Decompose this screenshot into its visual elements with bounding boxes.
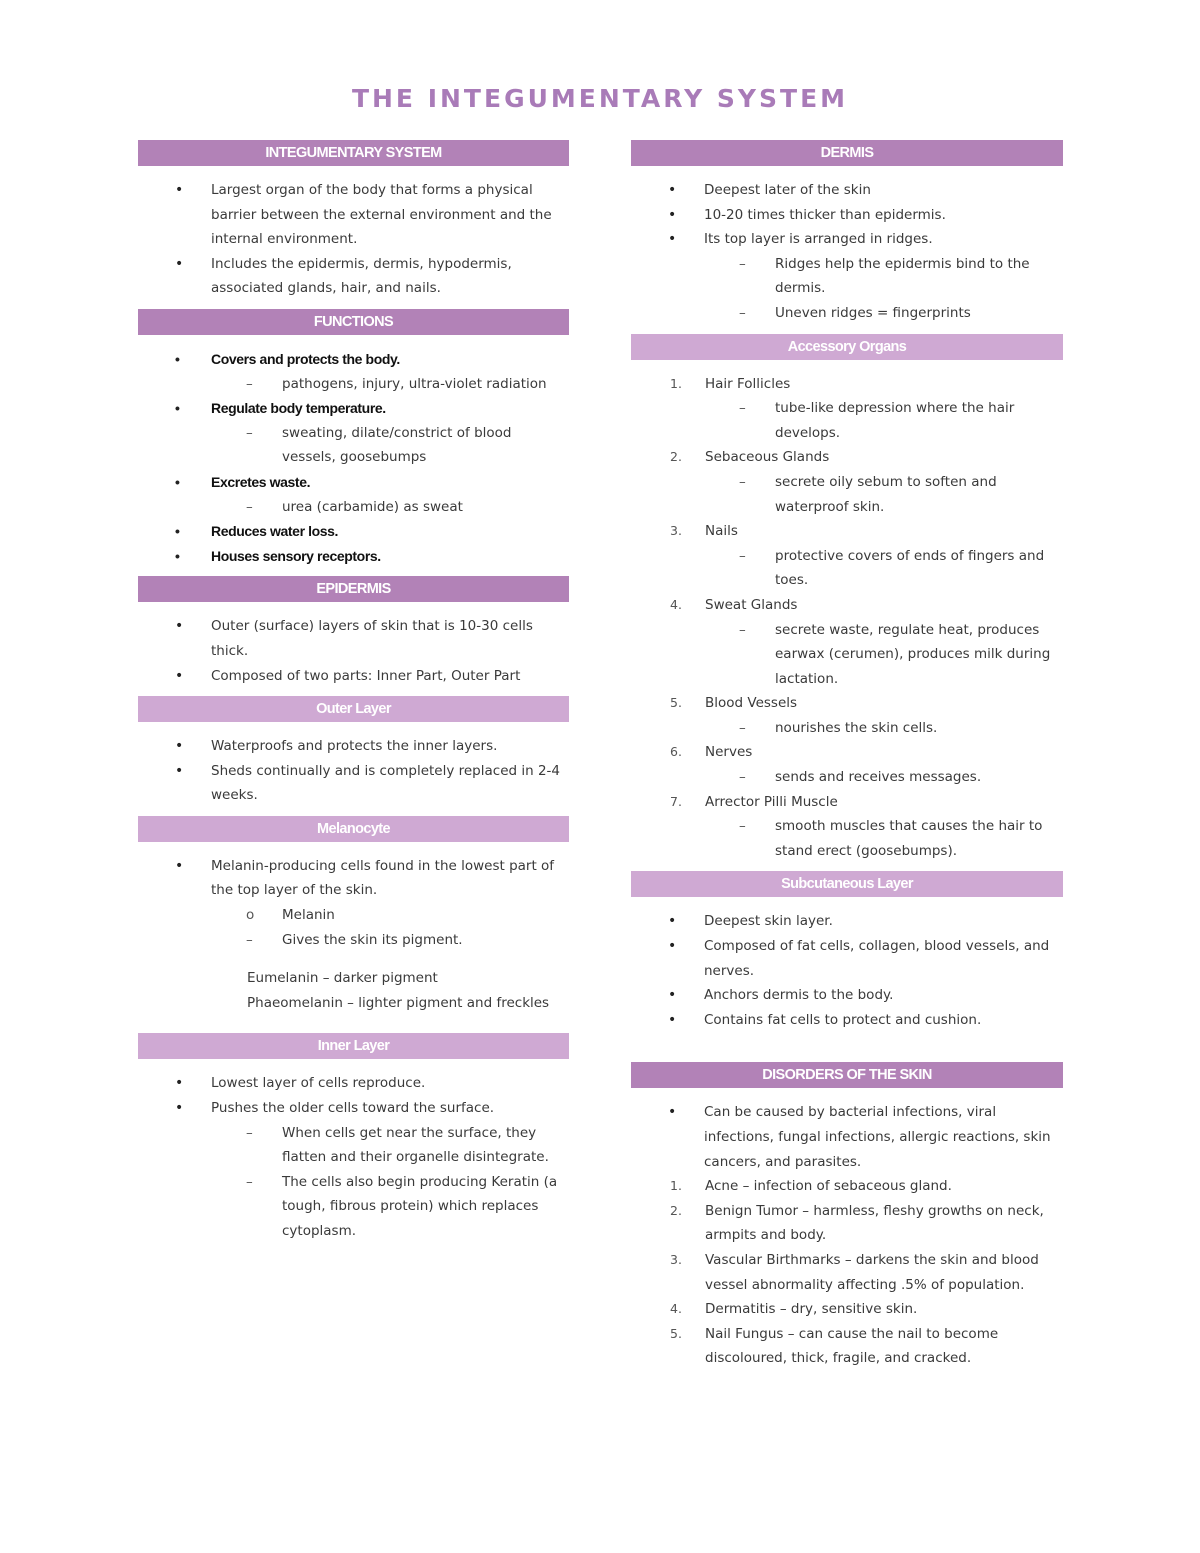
- sub-item-text: secrete waste, regulate heat, produces earwax (cerumen), produces milk during lactation.: [775, 621, 1051, 687]
- sub-item: [631, 544, 1063, 593]
- item-number: 1.: [670, 375, 682, 391]
- sub-item: [138, 1121, 569, 1170]
- dermis-list: [631, 166, 1063, 334]
- dash-marker: –: [739, 547, 746, 564]
- sub-item-text: sweating, dilate/constrict of blood vessels, goosebumps: [282, 424, 512, 466]
- sub-item: [631, 618, 1063, 692]
- numbered-item: [631, 1322, 1063, 1371]
- sub-item-text: protective covers of ends of fingers and toes.: [775, 547, 1045, 589]
- item-text: Nails: [705, 523, 738, 540]
- section-heading-melanocyte: Melanocyte: [138, 816, 569, 842]
- sub-item: [631, 765, 1063, 790]
- list-item: • Covers and protects the body.: [138, 347, 569, 372]
- numbered-item: [631, 1199, 1063, 1248]
- list-item: • Lowest layer of cells reproduce.: [138, 1071, 569, 1096]
- sub-item-text: smooth muscles that causes the hair to stand erect (goosebumps).: [775, 818, 1043, 859]
- item-text: Arrector Pilli Muscle: [705, 793, 838, 810]
- right-column: [631, 140, 1063, 1379]
- section-heading-disorders: DISORDERS OF THE SKIN: [631, 1062, 1063, 1088]
- numbered-item: [631, 790, 1063, 815]
- list-item: • Waterproofs and protects the inner layers.: [138, 734, 569, 759]
- numbered-item: [631, 519, 1063, 544]
- sub-item: [138, 495, 569, 520]
- integumentary-list: [138, 166, 569, 309]
- section-heading-accessory-organs: Accessory Organs: [631, 334, 1063, 360]
- sub-item-text: tube-like depression where the hair develops.: [775, 400, 1015, 441]
- sub-item: [138, 1170, 569, 1244]
- list-item: • Reduces water loss.: [138, 519, 569, 544]
- list-item: • Anchors dermis to the body.: [631, 983, 1063, 1008]
- sub-item-text: Ridges help the epidermis bind to the dermis.: [775, 255, 1030, 297]
- item-text: Nerves: [705, 744, 753, 761]
- dash-marker: –: [739, 769, 746, 786]
- page-title: THE INTEGUMENTARY SYSTEM: [351, 84, 849, 113]
- section-heading-integumentary: INTEGUMENTARY SYSTEM: [138, 140, 569, 166]
- circle-marker: o: [246, 907, 255, 924]
- item-number: 3.: [670, 523, 682, 539]
- item-text: Sebaceous Glands: [705, 449, 830, 466]
- numbered-item: [631, 691, 1063, 716]
- spacer: [138, 952, 569, 966]
- list-item: • 10-20 times thicker than epidermis.: [631, 203, 1063, 228]
- accessory-organs-list: [631, 360, 1063, 872]
- plain-line: Eumelanin – darker pigment: [247, 970, 438, 987]
- list-item: • Includes the epidermis, dermis, hypodermis, associated glands, hair, and nails.: [138, 252, 569, 301]
- functions-list: [138, 335, 569, 576]
- dash-marker: –: [739, 818, 746, 835]
- dash-marker: –: [739, 473, 746, 490]
- item-text: Acne – infection of sebaceous gland.: [705, 1178, 952, 1195]
- epidermis-list: [138, 602, 569, 696]
- dash-marker: –: [739, 621, 746, 638]
- sub-item-text: secrete oily sebum to soften and waterproof skin.: [775, 473, 997, 515]
- sub-item-text: Melanin: [282, 907, 335, 924]
- dash-marker: –: [246, 1173, 253, 1190]
- sub-item: [631, 301, 1063, 326]
- dash-marker: –: [246, 375, 253, 392]
- subcutaneous-list: [631, 897, 1063, 1040]
- section-heading-subcutaneous-layer: Subcutaneous Layer: [631, 871, 1063, 897]
- item-number: 3.: [670, 1251, 682, 1267]
- dash-marker: –: [739, 304, 746, 321]
- sub-item-text: urea (carbamide) as sweat: [282, 498, 463, 515]
- list-item: • Outer (surface) layers of skin that is 10-30 cells thick.: [138, 614, 569, 663]
- list-item: • Excretes waste.: [138, 470, 569, 495]
- sub-item-text: Uneven ridges = fingerprints: [775, 304, 971, 321]
- sub-item-text: sends and receives messages.: [775, 769, 982, 786]
- item-number: 5.: [670, 695, 682, 711]
- item-number: 4.: [670, 596, 682, 612]
- item-text: Sweat Glands: [705, 596, 798, 613]
- sub-item-text: Gives the skin its pigment.: [282, 931, 463, 948]
- numbered-item: [631, 740, 1063, 765]
- outer-layer-list: [138, 722, 569, 816]
- item-text: Vascular Birthmarks – darkens the skin and blood vessel abnormality affecting .5% of population.: [705, 1251, 1039, 1293]
- sub-item-text: When cells get near the surface, they flatten and their organelle disintegrate.: [282, 1124, 549, 1166]
- list-item: • Houses sensory receptors.: [138, 544, 569, 569]
- numbered-item: [631, 1248, 1063, 1297]
- dash-marker: –: [739, 400, 746, 417]
- item-number: 5.: [670, 1325, 682, 1341]
- list-item: • Deepest later of the skin: [631, 178, 1063, 203]
- sub-item: [138, 928, 569, 953]
- plain-line: Phaeomelanin – lighter pigment and freckles: [247, 994, 550, 1011]
- disorders-list: [631, 1088, 1063, 1379]
- list-item: • Composed of fat cells, collagen, blood vessels, and nerves.: [631, 934, 1063, 983]
- list-item: • Pushes the older cells toward the surface.: [138, 1096, 569, 1121]
- numbered-item: [631, 1297, 1063, 1322]
- item-text: Hair Follicles: [705, 375, 791, 392]
- list-item: • Melanin-producing cells found in the lowest part of the top layer of the skin.: [138, 854, 569, 903]
- list-item: • Deepest skin layer.: [631, 909, 1063, 934]
- sub-item-text: nourishes the skin cells.: [775, 719, 938, 736]
- item-text: Nail Fungus – can cause the nail to become discoloured, thick, fragile, and cracked.: [705, 1325, 999, 1367]
- list-item: • Its top layer is arranged in ridges.: [631, 227, 1063, 252]
- section-heading-inner-layer: Inner Layer: [138, 1033, 569, 1059]
- numbered-item: [631, 372, 1063, 397]
- item-number: 4.: [670, 1301, 682, 1317]
- inner-layer-list: [138, 1059, 569, 1251]
- item-number: 7.: [670, 793, 682, 809]
- numbered-item: [631, 445, 1063, 470]
- list-item: • Sheds continually and is completely replaced in 2-4 weeks.: [138, 759, 569, 808]
- numbered-item: [631, 1174, 1063, 1199]
- left-column: [138, 140, 569, 1252]
- sub-item: [138, 421, 569, 470]
- item-number: 2.: [670, 1202, 682, 1218]
- sub-item: [631, 814, 1063, 863]
- sub-item: [138, 372, 569, 397]
- dash-marker: –: [739, 255, 746, 272]
- sub-item-text: pathogens, injury, ultra-violet radiation: [282, 375, 547, 392]
- list-item: • Largest organ of the body that forms a physical barrier between the external environment and the internal environment.: [138, 178, 569, 252]
- item-number: 2.: [670, 449, 682, 465]
- melanocyte-list: [138, 842, 569, 1024]
- sub-item: [138, 903, 569, 928]
- item-text: Dermatitis – dry, sensitive skin.: [705, 1301, 918, 1318]
- list-item: • Composed of two parts: Inner Part, Outer Part: [138, 664, 569, 689]
- numbered-item: [631, 593, 1063, 618]
- sub-item: [631, 396, 1063, 445]
- sub-item: [631, 470, 1063, 519]
- dash-marker: –: [246, 424, 253, 441]
- dash-marker: –: [739, 719, 746, 736]
- section-heading-dermis: DERMIS: [631, 140, 1063, 166]
- list-item: • Contains fat cells to protect and cushion.: [631, 1008, 1063, 1033]
- section-heading-outer-layer: Outer Layer: [138, 696, 569, 722]
- item-number: 1.: [670, 1178, 682, 1194]
- item-text: Benign Tumor – harmless, fleshy growths on neck, armpits and body.: [705, 1202, 1044, 1244]
- dash-marker: –: [246, 931, 253, 948]
- dash-marker: –: [246, 1124, 253, 1141]
- item-number: 6.: [670, 744, 682, 760]
- section-heading-functions: FUNCTIONS: [138, 309, 569, 335]
- dash-marker: –: [246, 498, 253, 515]
- section-heading-epidermis: EPIDERMIS: [138, 576, 569, 602]
- sub-item: [631, 716, 1063, 741]
- list-item: • Can be caused by bacterial infections, viral infections, fungal infections, allergic reactions, skin cancers, and parasites.: [631, 1100, 1063, 1174]
- sub-item: [631, 252, 1063, 301]
- sub-item-text: The cells also begin producing Keratin (a tough, fibrous protein) which replaces cytoplasm.: [282, 1173, 558, 1239]
- item-text: Blood Vessels: [705, 695, 798, 712]
- list-item: • Regulate body temperature.: [138, 396, 569, 421]
